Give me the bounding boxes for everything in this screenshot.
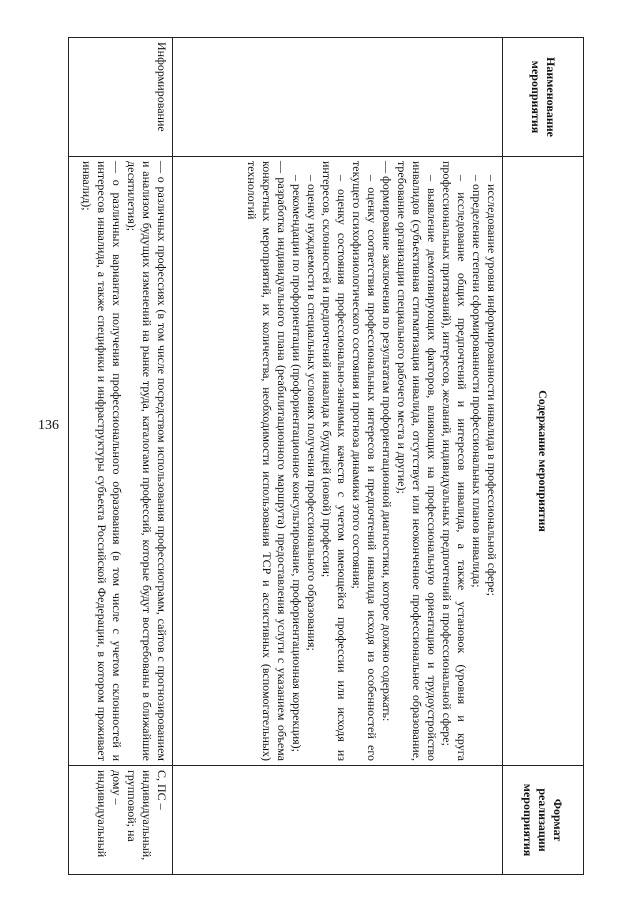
cell-format: С, ПС – индивидуальный, групповой; на дому – индивидуальный (69, 766, 173, 875)
cell-content (69, 157, 173, 766)
rotated-table-wrapper (68, 37, 584, 861)
cell-format (173, 766, 503, 875)
table-row (173, 38, 503, 875)
content-line: – оценку состояния профессионально-значимых качеств с учетом имеющейся профессии или исходя из интересов, склонностей и предпочтений инвалида к будущей (новой) профессии; (320, 161, 349, 761)
header-content: Содержание мероприятия (503, 157, 584, 766)
content-line: — разработка индивидуального плана (реабилитационного маршрута) предоставления услуги с указанием объема конкретных мероприятий, их количества, необходимости использования ТСР и ассистивных (вспомогательных) технологий (245, 161, 289, 761)
header-name: Наименование мероприятия (503, 38, 584, 157)
table-header-row (503, 38, 584, 875)
content-line: – исследование уровня информированности инвалида в профессиональной сфере; (485, 175, 499, 596)
content-line: — о различных вариантах получения профессионального образования (в том числе с учетом склонностей и интересов инвалида, а также специфики и инфраструктуры субъекта Российской Федерации, в котором проживает инвалид); (80, 161, 124, 761)
content-line: – рекомендации по профориентации (профориентационное консультирование, профориентационная коррекция); (290, 175, 304, 753)
page-number: 136 (38, 418, 59, 433)
cell-name: Информирование (69, 38, 173, 157)
content-line: – оценку нуждаемости в специальных условиях получения профессионального образования; (305, 175, 319, 651)
activities-table (68, 37, 584, 875)
table-row (69, 38, 173, 875)
content-line: – выявление демотивирующих факторов, влияющих на профессиональную ориентацию и трудоустройство инвалидов (субъективная стигматизация инвалида, отсутствует или неоконченное профессиональное образование, требование организации специального рабочего места и другие); (395, 161, 439, 761)
content-line: – исследование общих предпочтений и интересов инвалида, а также установок (уровня и круга профессиональных притязаний), интересов, желаний, индивидуальных предпочтений в профессиональной сфере; (440, 161, 469, 761)
content-line: – определение степени сформированности профессиональных планов инвалида; (470, 175, 484, 588)
content-line: — формирование заключения по результатам профориентационной диагностики, которое должно содержать: (380, 161, 394, 722)
header-format: Формат реализации мероприятия (503, 766, 584, 875)
cell-content (173, 157, 503, 766)
cell-name (173, 38, 503, 157)
content-line: — о различных профессиях (в том числе посредством использования профессиограмм, сайтов с прогнозированием и анализом будущих изменений на рынке труда, каталогами профессий, которые будут востребованы в ближайшие десятилетия); (125, 161, 169, 761)
content-line: – оценку соответствия профессиональных интересов и предпочтений инвалида исходя из особенностей его текущего психофизиологического состояния и прогноза динамики этого состояния; (350, 161, 379, 761)
